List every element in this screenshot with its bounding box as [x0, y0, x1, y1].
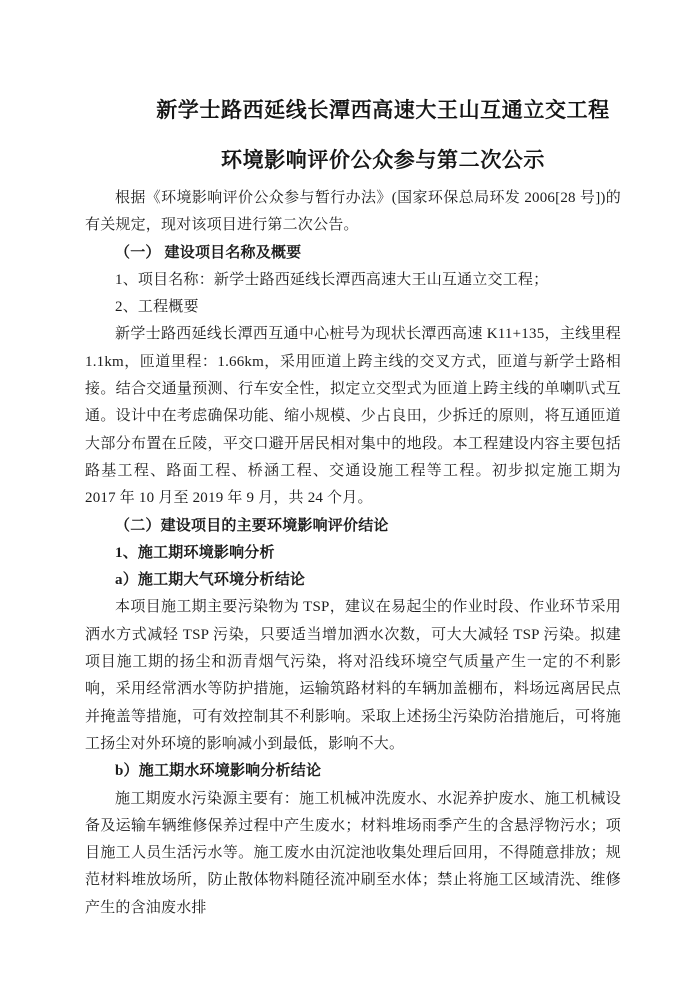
document-title-block — [0, 0, 700, 185]
document-title-line1: 新学士路西延线长潭西高速大王山互通立交工程 — [156, 98, 610, 122]
paragraph-project-overview-label: 2、工程概要 — [115, 299, 199, 316]
paragraph-project-name: 1、项目名称：新学士路西延线长潭西高速大王山互通立交工程； — [115, 271, 549, 288]
subsection-heading-construction-period: 1、施工期环境影响分析 — [115, 544, 275, 561]
document-title-line2: 环境影响评价公众参与第二次公示 — [221, 148, 545, 172]
subsection-heading-air-environment: a）施工期大气环境分析结论 — [115, 572, 306, 589]
section-heading-2: （二）建设项目的主要环境影响评价结论 — [115, 517, 389, 534]
subsection-heading-water-environment: b）施工期水环境影响分析结论 — [115, 763, 322, 780]
document-body — [85, 185, 621, 922]
paragraph-water-analysis: 施工期废水污染源主要有：施工机械冲洗废水、水泥养护废水、施工机械设备及运输车辆维修保养过程中产生废水；材料堆场雨季产生的含悬浮物污水；项目施工人员生活污水等。施工废水由沉淀池收集处理后回用，不得随意排放；规范材料堆放场所，防止散体物料随径流冲刷至水体；禁止将施工区域清洗、维修产生的含油废水排 — [85, 790, 621, 916]
paragraph-intro: 根据《环境影响评价公众参与暂行办法》(国家环保总局环发 2006[28 号])的有关规定，现对该项目进行第二次公告。 — [85, 190, 621, 234]
section-heading-1: （一） 建设项目名称及概要 — [115, 244, 302, 261]
paragraph-project-overview: 新学士路西延线长潭西互通中心桩号为现状长潭西高速 K11+135，主线里程 1.1km，匝道里程：1.66km，采用匝道上跨主线的交叉方式，匝道与新学士路相接。结合交通量预测、行车安全性，拟定立交型式为匝道上跨主线的单喇叭式互通。设计中在考虑确保功能、缩小规模、少占良田，少拆迁的原则，将互通匝道大部分布置在丘陵，平交口避开居民相对集中的地段。本工程建设内容主要包括路基工程、路面工程、桥涵工程、交通设施工程等工程。初步拟定施工期为 2017 年 10 月至 2019 年 9 月，共 24 个月。 — [85, 326, 621, 507]
paragraph-air-analysis: 本项目施工期主要污染物为 TSP，建议在易起尘的作业时段、作业环节采用洒水方式减轻 TSP 污染，只要适当增加洒水次数，可大大减轻 TSP 污染。拟建项目施工期的扬尘和沥青烟气污染，将对沿线环境空气质量产生一定的不利影响，采用经常洒水等防护措施，运输筑路材料的车辆加盖棚布，料场远离居民点并掩盖等措施，可有效控制其不利影响。采取上述扬尘污染防治措施后，可将施工扬尘对外环境的影响减小到最低，影响不大。 — [85, 599, 621, 752]
